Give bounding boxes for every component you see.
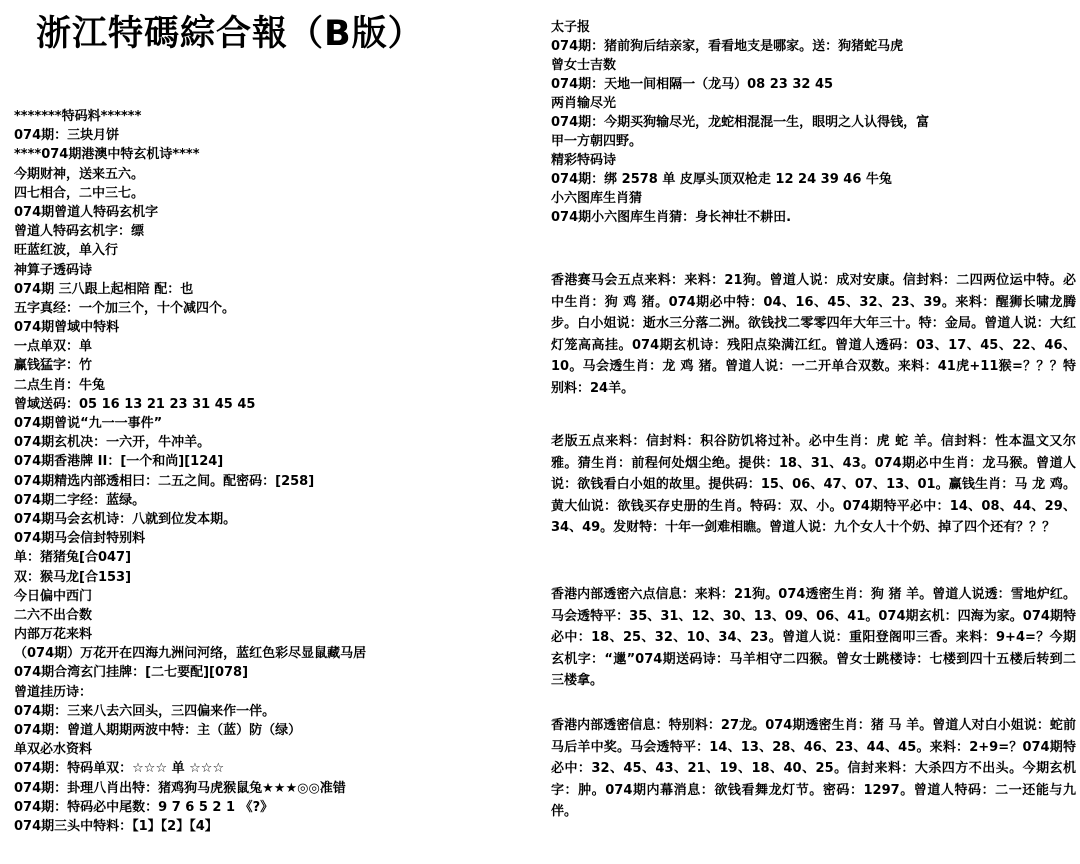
text-line: 五字真经：一个加三个，十个减四个。 <box>14 300 236 316</box>
text-line: 二点生肖：牛兔 <box>14 377 106 393</box>
text-line: 旺蓝红波，单入行 <box>14 243 119 259</box>
left-column <box>14 107 524 836</box>
text-line: 太子报 <box>551 20 591 35</box>
text-line: 074期：三块月饼 <box>14 128 120 144</box>
text-line: 单：猪猪兔[合047] <box>14 550 132 566</box>
text-line: 今期财神，送来五六。 <box>14 166 145 182</box>
text-line: 074期：曾道人期期两波中特：主（蓝）防（绿） <box>14 723 302 738</box>
text-line: 074期三头中特料：【1】【2】【4】 <box>14 818 218 834</box>
text-line: 内部万花来料 <box>14 627 93 643</box>
text-line: 两肖输尽光 <box>551 96 617 111</box>
text-line: 074期香港牌 II：[一个和尚][124] <box>14 454 224 470</box>
text-line: 曾道人特码玄机字：缥 <box>14 224 145 240</box>
text-line: 神算子透码诗 <box>14 262 93 278</box>
newspaper-title: 浙江特碼綜合報（B版） <box>36 14 424 54</box>
text-line: 曾道挂历诗： <box>14 684 93 700</box>
text-line: 精彩特码诗 <box>551 153 617 168</box>
text-line: 074期曾说“九一一事件” <box>14 416 163 431</box>
text-line: 甲一方朝四野。 <box>551 134 643 149</box>
text-line: 074期小六图库生肖猜：身长神壮不耕田. <box>551 210 792 225</box>
text-line: ****074期港澳中特玄机诗**** <box>14 147 200 163</box>
text-line: 四七相合，二中三七。 <box>14 185 145 201</box>
text-line: 曾域送码：05 16 13 21 23 31 45 45 <box>14 396 256 412</box>
text-line: 074期：卦理八肖出特：猪鸡狗马虎猴鼠兔★★★◎◎准错 <box>14 780 346 796</box>
text-line: 074期合湾玄门挂牌：[二七要配][078] <box>14 665 249 681</box>
text-line: 074期二字经：蓝绿。 <box>14 492 146 508</box>
text-line: （074期）万花开在四海九洲问河络，蓝红色彩尽显鼠藏马居 <box>14 646 367 662</box>
text-line: 074期：绑 2578 单 皮厚头顶双枪走 12 24 39 46 牛兔 <box>551 172 892 187</box>
text-line: 074期马会玄机诗：八就到位发本期。 <box>14 511 237 527</box>
text-line: 074期：三来八去六回头，三四偏来作一伴。 <box>14 703 276 719</box>
text-line: 单双必水资料 <box>14 742 93 758</box>
text-line: *******特码料****** <box>14 109 142 124</box>
text-line: 小六图库生肖猜 <box>551 191 643 206</box>
text-line: 074期曾道人特码玄机字 <box>14 204 159 220</box>
text-line: 二六不出合数 <box>14 607 93 623</box>
text-line: 074期：猪前狗后结亲家，看看地支是哪家。送：狗猪蛇马虎 <box>551 39 904 54</box>
text-line: 今日偏中西门 <box>14 588 93 604</box>
paragraph-hk-internal-info: 香港内部透密信息：特别料：27龙。074期透密生肖：猪 马 羊。曾道人对白小姐说：蛇前马后羊中奖。马会透特平：14、13、28、46、23、44、45。来料：2+9=？074期特必中：32、45、43、21、19、18、40、25。信封来料：大杀四方不出头。今期玄机字：肿。074期内幕消息：欲钱看舞龙灯节。密码：1297。曾道人特码：二一还能与九伴。 <box>551 718 1076 820</box>
text-line: 赢钱猛字：竹 <box>14 358 93 374</box>
text-line: 074期曾域中特料 <box>14 320 120 336</box>
text-line: 曾女士吉数 <box>551 58 617 73</box>
paragraph-hk-internal-six: 香港内部透密六点信息：来料：21狗。074透密生肖：狗 猪 羊。曾道人说透：雪地炉红。马会透特平：35、31、12、30、13、09、06、41。074期玄机：四海为家。074期特必中：18、25、32、10、34、23。曾道人说：重阳登阁叩三香。来料：9+4=？今期玄机字：“邋”074期送码诗：马羊相守二四猴。曾女士跳楼诗：七楼到四十五楼后转到二三楼拿。 <box>551 587 1076 689</box>
text-line: 074期：特码单双：☆☆☆ 单 ☆☆☆ <box>14 761 225 777</box>
paragraph-old-version: 老版五点来料：信封料：积谷防饥将过补。必中生肖：虎 蛇 羊。信封料：性本温文又尔雅。猜生肖：前程何处烟尘绝。提供：18、31、43。074期必中生肖：龙马猴。曾道人说：欲钱看白小姐的故里。提供码：15、06、47、07、13、01。赢钱生肖：马 龙 鸡。黄大仙说：欲钱买存史册的生肖。特码：双、小。074期特平必中：14、08、44、29、34、49。发财特：十年一剑难相瞧。曾道人说：九个女人十个奶、掉了四个还有？？？ <box>551 434 1076 536</box>
text-line: 074期：特码必中尾数：9 7 6 5 2 1 《?》 <box>14 799 274 815</box>
text-line: 双：猴马龙[合153] <box>14 569 132 585</box>
text-line: 074期精选内部透相曰：二五之间。配密码：[258] <box>14 473 315 489</box>
text-line: 074期 三八跟上起相陪 配：也 <box>14 281 194 297</box>
text-line: 074期玄机决：一六开，牛冲羊。 <box>14 435 211 451</box>
text-line: 074期：天地一间相隔一（龙马）08 23 32 45 <box>551 77 834 92</box>
paragraph-hk-jockey-club: 香港赛马会五点来料：来料：21狗。曾道人说：成对安康。信封料：二四两位运中特。必中生肖：狗 鸡 猪。074期必中特：04、16、45、32、23、39。来料：醒狮长啸龙腾步。白小姐说：逝水三分落二洲。欲钱找二零零四年大年三十。特：金局。曾道人说：大红灯笼高高挂。074期玄机诗：残阳点染满江红。曾道人透码：03、17、45、22、46、10。马会透生肖：龙 鸡 猪。曾道人说：一二开单合双数。来料：41虎+11猴=？？？特别料：24羊。 <box>551 273 1076 396</box>
text-line: 一点单双：单 <box>14 339 93 355</box>
text-line: 074期：今期买狗输尽光，龙蛇相混混一生，眼明之人认得钱，富 <box>551 115 930 130</box>
right-column-top <box>551 18 1076 227</box>
text-line: 074期马会信封特别料 <box>14 531 146 547</box>
